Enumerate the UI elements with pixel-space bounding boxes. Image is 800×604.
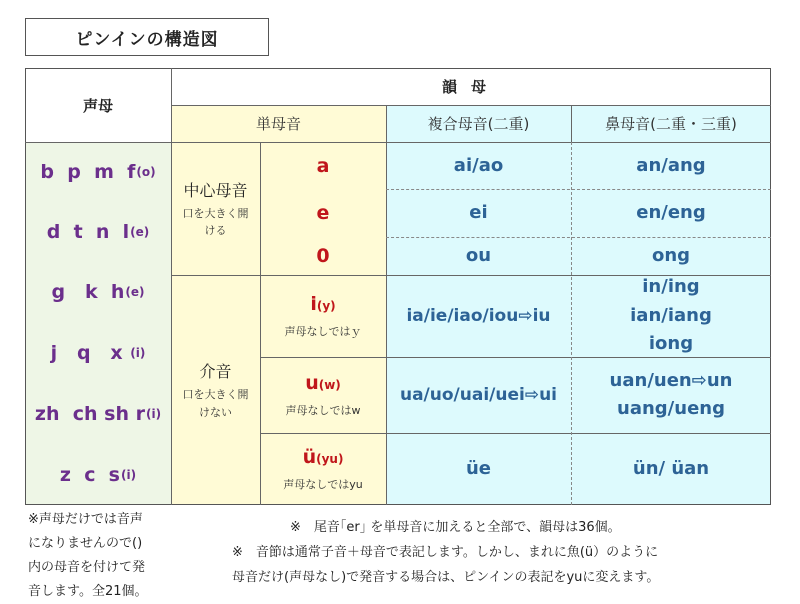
vowel-note: 声母なしではｙ [284, 325, 362, 338]
grid-line [386, 189, 771, 190]
vowel-a: a [316, 154, 330, 177]
nasal-i: in/ing ian/iang iong [630, 275, 712, 355]
grid-line [25, 142, 771, 143]
compound-a: ai/ao [453, 154, 504, 176]
nasal-e: en/eng [636, 202, 706, 224]
initial-vowel-hint: (i) [130, 345, 146, 360]
grid-line [386, 105, 387, 505]
vowel-spelling: (yu) [316, 452, 344, 466]
grid-line [171, 105, 771, 106]
compound-u: ua/uo/uai/uei⇨ui [399, 384, 558, 405]
grid-line [171, 68, 172, 505]
vowel-spelling: (y) [316, 299, 336, 313]
header-simple-vowels: 単母音 [255, 115, 301, 133]
initial-vowel-hint: (e) [130, 225, 150, 239]
header-finals: 韻母 [441, 78, 500, 96]
vowel-note: 声母なしではw [285, 404, 361, 417]
header-initials: 声母 [82, 96, 113, 115]
initial-letters: zh ch sh r [34, 402, 145, 425]
nasal-u: uan/uen⇨un uang/ueng [609, 370, 733, 419]
vowel-note: 声母なしではyu [283, 478, 363, 491]
compound-o: ou [465, 245, 492, 267]
group-note: 口を大きく開 けない [182, 388, 249, 419]
header-nasal-vowels: 鼻母音(二重・三重) [605, 115, 737, 133]
grid-line [260, 142, 261, 505]
vowel-spelling: (w) [318, 378, 341, 392]
vowel-letter: ü [302, 446, 317, 468]
table-border [25, 68, 771, 505]
compound-i: ia/ie/iao/iou⇨iu [406, 305, 551, 326]
group-label: 中心母音 [183, 180, 248, 200]
compound-umlaut-u: üe [465, 458, 492, 480]
grid-line [171, 275, 771, 276]
nasal-o: ong [651, 245, 691, 267]
vowel-o: 0 [316, 245, 330, 267]
footnote-yu: 母音だけ(声母なし)で発音する場合は、ピンインの表記をyuに変えます。 [232, 570, 660, 585]
vowel-letter: i [310, 293, 317, 315]
vowel-letter: u [305, 372, 319, 394]
header-compound-vowels: 複合母音(二重) [427, 115, 530, 133]
initial-vowel-hint: (e) [125, 285, 145, 299]
group-label: 介音 [199, 362, 232, 382]
grid-line [260, 433, 771, 434]
footnote-syllable: ※ 音節は通常子音＋母音で表記します。しかし、まれに魚(ü）のように [232, 545, 659, 560]
initial-letters: b p m f [40, 161, 136, 183]
page-title: ピンインの構造図 [25, 18, 269, 56]
initial-vowel-hint: (i) [145, 406, 162, 421]
nasal-a: an/ang [636, 154, 706, 176]
footnote-initials: ※声母だけでは音声 になりませんので() 内の母音を付けて発 音します。全21個。 [28, 512, 148, 600]
initial-vowel-hint: (i) [121, 467, 137, 482]
grid-line [571, 105, 572, 142]
initial-letters: d t n l [46, 221, 130, 243]
initial-letters: g k h [51, 281, 125, 303]
initial-letters: z c s [59, 463, 120, 486]
footnote-er: ※ 尾音｢er｣ を単母音に加えると全部で、韻母は36個。 [290, 520, 621, 535]
initial-vowel-hint: (o) [136, 165, 156, 179]
nasal-umlaut-u: ün/ üan [632, 458, 710, 480]
grid-line [260, 357, 771, 358]
grid-line [386, 237, 771, 238]
initial-letters: j q x [50, 341, 130, 364]
vowel-e: e [316, 202, 330, 224]
grid-line [571, 142, 572, 505]
group-note: 口を大きく開 ける [182, 206, 249, 237]
compound-e: ei [469, 202, 488, 224]
